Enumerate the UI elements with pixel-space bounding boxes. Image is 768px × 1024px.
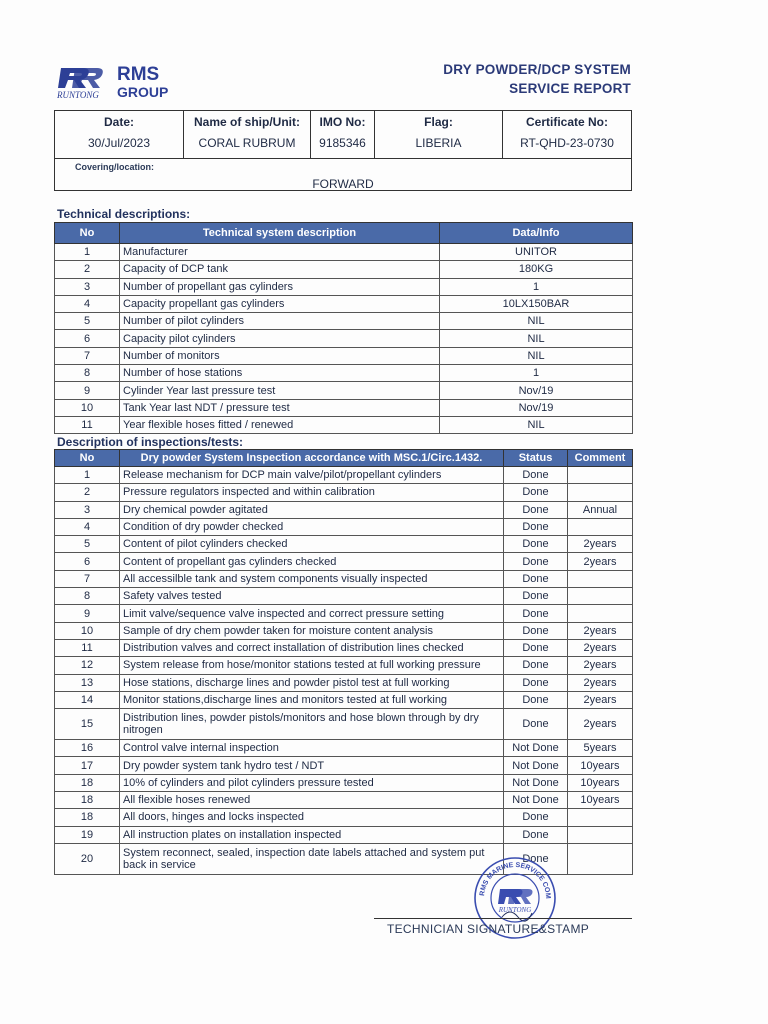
ship-cell	[184, 111, 311, 158]
technical-row	[55, 295, 633, 312]
technical-cell-description: Number of pilot cylinders	[120, 313, 440, 330]
inspection-cell-comment: 2years	[568, 674, 633, 691]
svg-text:RMS MARINE SERVICE COMPANY LTD: RMS MARINE SERVICE COM	[479, 861, 552, 899]
certificate-value: RT-QHD-23-0730	[520, 136, 614, 150]
flag-cell	[375, 111, 503, 158]
inspection-cell-no: 2	[55, 484, 120, 501]
inspection-row	[55, 467, 633, 484]
inspection-cell-status: Done	[504, 553, 568, 570]
inspection-cell-description: 10% of cylinders and pilot cylinders pressure tested	[120, 774, 504, 791]
inspection-row	[55, 757, 633, 774]
ship-label: Name of ship/Unit:	[193, 115, 300, 129]
technical-row	[55, 261, 633, 278]
inspection-cell-comment	[568, 605, 633, 622]
inspection-row	[55, 792, 633, 809]
technical-row	[55, 313, 633, 330]
technical-header-row	[55, 223, 633, 244]
inspection-row	[55, 518, 633, 535]
inspection-cell-no: 7	[55, 570, 120, 587]
report-title	[443, 60, 631, 98]
inspection-cell-no: 8	[55, 588, 120, 605]
technical-header-data: Data/Info	[440, 223, 633, 244]
inspection-cell-status: Not Done	[504, 740, 568, 757]
inspections-header-status: Status	[504, 450, 568, 467]
technical-cell-data: Nov/19	[440, 382, 633, 399]
technical-cell-description: Number of propellant gas cylinders	[120, 278, 440, 295]
inspection-cell-comment: 2years	[568, 553, 633, 570]
inspection-cell-description: All instruction plates on installation inspected	[120, 826, 504, 843]
inspection-cell-status: Done	[504, 622, 568, 639]
covering-value: FORWARD	[312, 177, 374, 191]
technical-cell-no: 1	[55, 244, 120, 261]
inspection-cell-no: 1	[55, 467, 120, 484]
inspection-cell-no: 18	[55, 809, 120, 826]
inspection-cell-status: Done	[504, 674, 568, 691]
report-title-line1: DRY POWDER/DCP SYSTEM	[443, 62, 631, 77]
technical-cell-no: 5	[55, 313, 120, 330]
inspection-cell-comment: 2years	[568, 657, 633, 674]
inspection-row	[55, 570, 633, 587]
inspection-cell-no: 13	[55, 674, 120, 691]
inspection-cell-status: Done	[504, 809, 568, 826]
inspection-cell-no: 3	[55, 501, 120, 518]
inspection-row	[55, 536, 633, 553]
svg-text:RUNTONG: RUNTONG	[57, 90, 99, 100]
inspection-cell-description: Monitor stations,discharge lines and monitors tested at full working	[120, 691, 504, 708]
inspections-table	[54, 449, 633, 875]
inspection-row	[55, 484, 633, 501]
inspection-cell-status: Done	[504, 657, 568, 674]
inspection-cell-description: System reconnect, sealed, inspection date labels attached and system put back in service	[120, 843, 504, 874]
imo-label: IMO No:	[319, 115, 366, 129]
technical-row	[55, 347, 633, 364]
technical-cell-data: 180KG	[440, 261, 633, 278]
inspection-cell-status: Done	[504, 588, 568, 605]
inspection-row	[55, 691, 633, 708]
inspection-cell-description: Distribution lines, powder pistols/monitors and hose blown through by dry nitrogen	[120, 709, 504, 740]
inspection-cell-comment	[568, 570, 633, 587]
technical-cell-data: 10LX150BAR	[440, 295, 633, 312]
ship-info-box	[54, 110, 632, 191]
inspections-header-comment: Comment	[568, 450, 633, 467]
technical-table	[54, 222, 633, 434]
inspection-cell-comment	[568, 467, 633, 484]
info-divider	[55, 158, 631, 159]
inspection-cell-description: Sample of dry chem powder taken for moisture content analysis	[120, 622, 504, 639]
technical-cell-no: 8	[55, 365, 120, 382]
technical-cell-no: 11	[55, 416, 120, 433]
technical-cell-data: Nov/19	[440, 399, 633, 416]
flag-label: Flag:	[424, 115, 453, 129]
inspection-cell-comment: 10years	[568, 774, 633, 791]
inspections-header-description: Dry powder System Inspection accordance with MSC.1/Circ.1432.	[120, 450, 504, 467]
inspection-cell-no: 18	[55, 774, 120, 791]
company-logo	[55, 60, 190, 100]
date-label: Date:	[103, 115, 134, 129]
technical-cell-no: 7	[55, 347, 120, 364]
ship-value: CORAL RUBRUM	[198, 136, 296, 150]
technical-section-title: Technical descriptions:	[57, 207, 191, 221]
technical-table-body	[55, 244, 633, 434]
inspection-cell-status: Done	[504, 570, 568, 587]
inspection-cell-comment	[568, 843, 633, 874]
technical-cell-data: 1	[440, 278, 633, 295]
technical-cell-data: NIL	[440, 416, 633, 433]
report-title-line2: SERVICE REPORT	[509, 81, 631, 96]
inspection-row	[55, 709, 633, 740]
inspection-cell-description: System release from hose/monitor stations tested at full working pressure	[120, 657, 504, 674]
inspection-cell-comment: 2years	[568, 639, 633, 656]
inspection-cell-no: 4	[55, 518, 120, 535]
technical-cell-data: NIL	[440, 347, 633, 364]
inspection-cell-status: Done	[504, 709, 568, 740]
inspection-cell-comment: 2years	[568, 536, 633, 553]
inspection-cell-no: 16	[55, 740, 120, 757]
inspection-cell-description: Content of propellant gas cylinders checked	[120, 553, 504, 570]
technical-cell-description: Number of monitors	[120, 347, 440, 364]
imo-value: 9185346	[319, 136, 366, 150]
inspection-cell-comment: Annual	[568, 501, 633, 518]
inspection-cell-status: Done	[504, 691, 568, 708]
technical-cell-no: 6	[55, 330, 120, 347]
certificate-cell	[503, 111, 631, 158]
inspection-cell-no: 11	[55, 639, 120, 656]
inspections-section-title: Description of inspections/tests:	[57, 435, 244, 449]
technical-cell-data: UNITOR	[440, 244, 633, 261]
inspection-cell-comment	[568, 484, 633, 501]
technical-row	[55, 365, 633, 382]
inspection-cell-description: All flexible hoses renewed	[120, 792, 504, 809]
inspection-cell-description: Distribution valves and correct installation of distribution lines checked	[120, 639, 504, 656]
inspection-cell-comment	[568, 826, 633, 843]
inspection-cell-status: Done	[504, 501, 568, 518]
technical-cell-no: 3	[55, 278, 120, 295]
inspection-row	[55, 826, 633, 843]
inspections-table-body	[55, 467, 633, 875]
technical-cell-description: Capacity pilot cylinders	[120, 330, 440, 347]
inspection-row	[55, 740, 633, 757]
technical-cell-description: Capacity of DCP tank	[120, 261, 440, 278]
inspection-cell-status: Not Done	[504, 774, 568, 791]
technical-cell-no: 2	[55, 261, 120, 278]
inspection-row	[55, 553, 633, 570]
inspection-cell-no: 10	[55, 622, 120, 639]
inspection-cell-no: 14	[55, 691, 120, 708]
inspection-cell-status: Done	[504, 826, 568, 843]
inspection-cell-status: Not Done	[504, 792, 568, 809]
inspection-row	[55, 674, 633, 691]
certificate-label: Certificate No:	[525, 115, 608, 129]
inspection-cell-status: Done	[504, 605, 568, 622]
date-value: 30/Jul/2023	[87, 136, 151, 150]
technical-header-description: Technical system description	[120, 223, 440, 244]
inspection-cell-comment	[568, 588, 633, 605]
flag-value: LIBERIA	[415, 136, 462, 150]
inspection-cell-description: Limit valve/sequence valve inspected and correct pressure setting	[120, 605, 504, 622]
inspection-cell-status: Done	[504, 484, 568, 501]
covering-label: Covering/location:	[75, 162, 155, 172]
inspection-row	[55, 622, 633, 639]
inspection-cell-comment	[568, 809, 633, 826]
inspection-cell-status: Done	[504, 518, 568, 535]
inspection-cell-no: 5	[55, 536, 120, 553]
inspection-row	[55, 588, 633, 605]
inspection-cell-description: Release mechanism for DCP main valve/pilot/propellant cylinders	[120, 467, 504, 484]
technical-cell-description: Year flexible hoses fitted / renewed	[120, 416, 440, 433]
svg-text:GROUP: GROUP	[117, 84, 169, 100]
inspection-row	[55, 774, 633, 791]
technical-cell-data: NIL	[440, 313, 633, 330]
inspection-cell-description: Pressure regulators inspected and within calibration	[120, 484, 504, 501]
inspection-cell-no: 15	[55, 709, 120, 740]
inspection-cell-no: 19	[55, 826, 120, 843]
technical-cell-no: 9	[55, 382, 120, 399]
inspection-cell-no: 12	[55, 657, 120, 674]
signature-line	[374, 918, 632, 919]
technical-cell-data: NIL	[440, 330, 633, 347]
inspection-cell-comment: 2years	[568, 622, 633, 639]
imo-cell	[311, 111, 375, 158]
inspection-cell-description: Condition of dry powder checked	[120, 518, 504, 535]
technical-cell-description: Capacity propellant gas cylinders	[120, 295, 440, 312]
inspection-cell-description: Safety valves tested	[120, 588, 504, 605]
inspection-cell-description: All accessilble tank and system components visually inspected	[120, 570, 504, 587]
inspection-cell-comment: 5years	[568, 740, 633, 757]
inspection-cell-status: Not Done	[504, 757, 568, 774]
technical-row	[55, 399, 633, 416]
inspection-cell-no: 17	[55, 757, 120, 774]
inspection-cell-comment: 2years	[568, 691, 633, 708]
date-cell	[55, 111, 184, 158]
inspection-cell-status: Done	[504, 639, 568, 656]
inspection-cell-description: Dry chemical powder agitated	[120, 501, 504, 518]
inspection-row	[55, 657, 633, 674]
inspection-cell-description: Hose stations, discharge lines and powder pistol test at full working	[120, 674, 504, 691]
inspections-header-row	[55, 450, 633, 467]
inspection-cell-description: Content of pilot cylinders checked	[120, 536, 504, 553]
inspection-cell-comment	[568, 518, 633, 535]
technical-cell-no: 4	[55, 295, 120, 312]
inspection-row	[55, 605, 633, 622]
inspections-header-no: No	[55, 450, 120, 467]
inspection-row	[55, 501, 633, 518]
technical-cell-data: 1	[440, 365, 633, 382]
inspection-cell-status: Done	[504, 536, 568, 553]
inspection-cell-comment: 10years	[568, 757, 633, 774]
inspection-cell-comment: 10years	[568, 792, 633, 809]
inspection-row	[55, 809, 633, 826]
technical-row	[55, 382, 633, 399]
inspection-cell-description: Dry powder system tank hydro test / NDT	[120, 757, 504, 774]
technical-header-no: No	[55, 223, 120, 244]
technical-row	[55, 330, 633, 347]
technical-cell-description: Number of hose stations	[120, 365, 440, 382]
signature-label: TECHNICIAN SIGNATURE&STAMP	[387, 922, 590, 936]
inspection-cell-no: 18	[55, 792, 120, 809]
technical-row	[55, 244, 633, 261]
inspection-cell-status: Done	[504, 843, 568, 874]
svg-text:RUNTONG: RUNTONG	[498, 906, 532, 914]
inspection-cell-description: All doors, hinges and locks inspected	[120, 809, 504, 826]
technical-cell-no: 10	[55, 399, 120, 416]
technical-row	[55, 278, 633, 295]
technical-cell-description: Manufacturer	[120, 244, 440, 261]
technical-cell-description: Tank Year last NDT / pressure test	[120, 399, 440, 416]
inspection-cell-comment: 2years	[568, 709, 633, 740]
inspection-cell-no: 6	[55, 553, 120, 570]
inspection-cell-description: Control valve internal inspection	[120, 740, 504, 757]
inspection-row	[55, 639, 633, 656]
inspection-cell-no: 20	[55, 843, 120, 874]
inspection-cell-no: 9	[55, 605, 120, 622]
technical-cell-description: Cylinder Year last pressure test	[120, 382, 440, 399]
inspection-cell-status: Done	[504, 467, 568, 484]
logo-main-text: RMS	[117, 64, 160, 85]
technical-row	[55, 416, 633, 433]
